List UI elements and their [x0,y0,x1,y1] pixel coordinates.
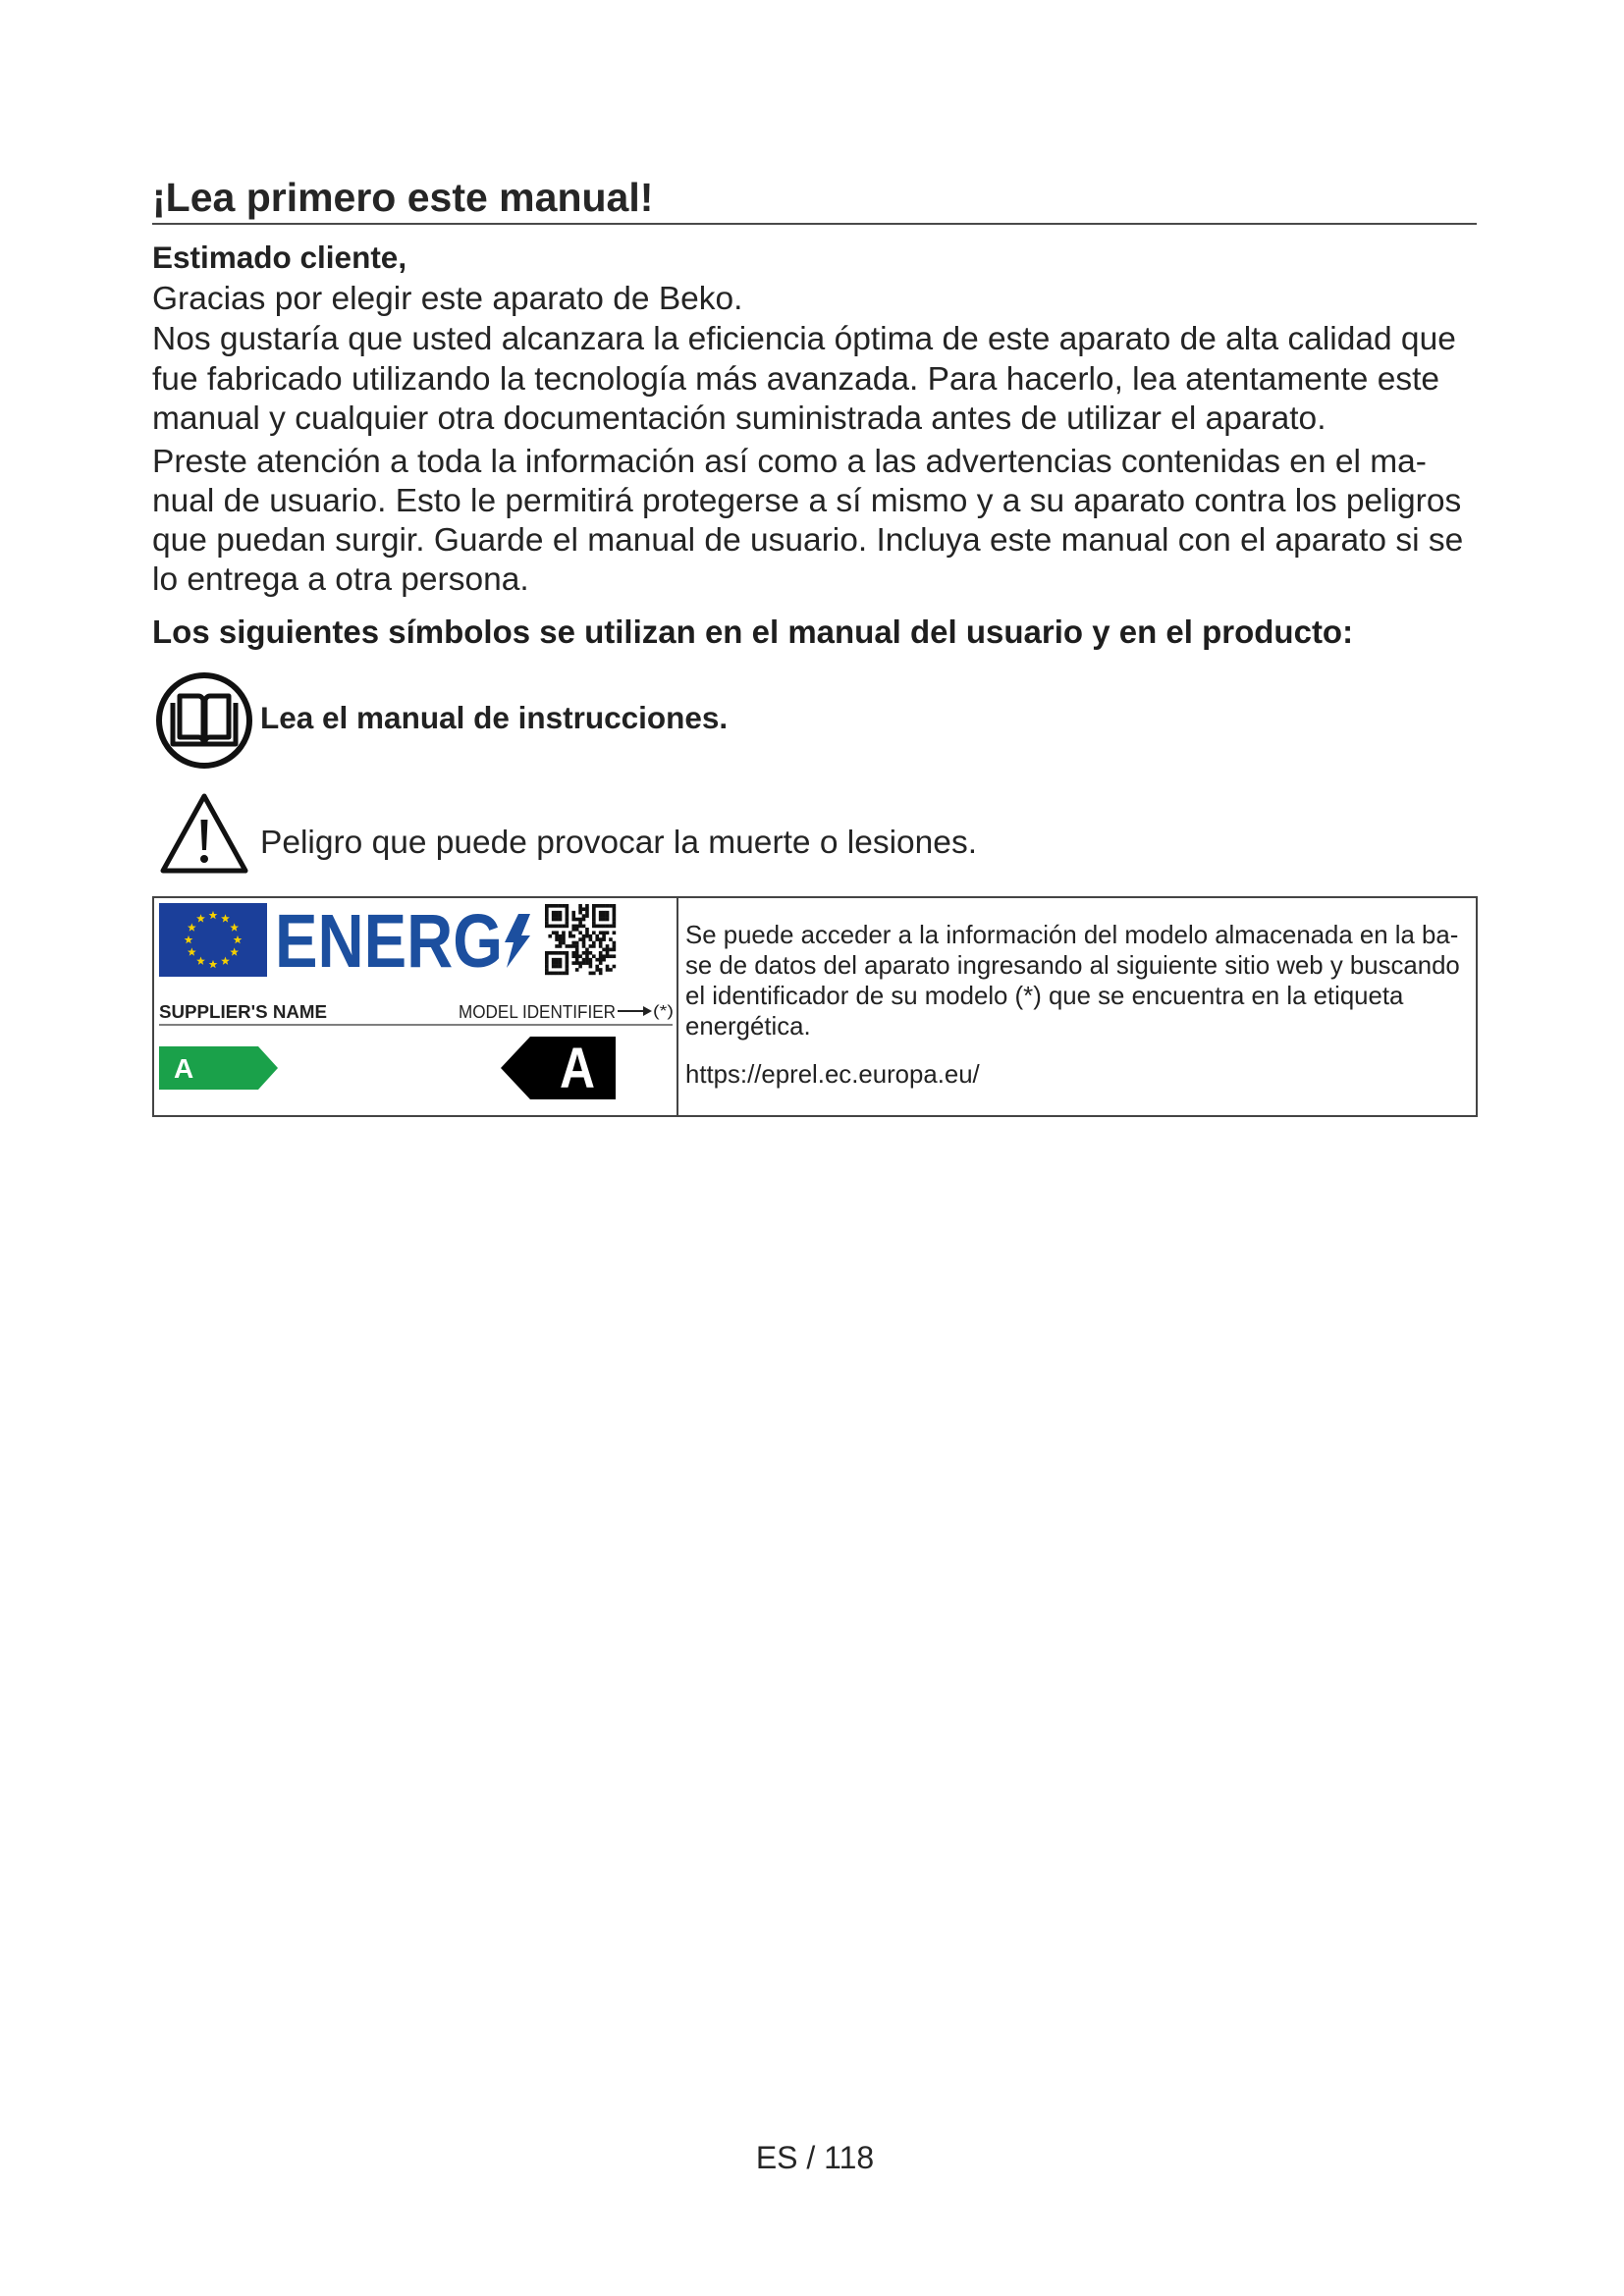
attention-line: lo entrega a otra persona. [152,561,529,598]
lightning-icon [505,914,530,968]
energy-class-marker-letter: A [560,1037,595,1100]
energy-info-line: Se puede acceder a la información del modelo almacenada en la ba- [685,922,1459,949]
page-title: ¡Lea primero este manual! [152,175,654,220]
energy-info-line: se de datos del aparato ingresando al siguiente sitio web y buscando [685,952,1460,980]
intro-paragraph [152,280,1456,440]
greeting: Estimado cliente, [152,240,407,275]
page-number: ES / 118 [755,2140,875,2175]
symbol-label-read-manual: Lea el manual de instrucciones. [260,700,729,735]
exclamation-dot [200,855,208,863]
table-column-divider [677,896,678,1117]
eprel-link[interactable]: https://eprel.ec.europa.eu/ [685,1061,980,1089]
intro-line: fue fabricado utilizando la tecnología más avanzada. Para hacerlo, lea atentamente este [152,360,1440,398]
arrow-head [643,1006,652,1016]
qr-code[interactable] [545,904,616,975]
book-icon [153,669,255,772]
energy-class-scale-letter: A [174,1053,194,1084]
arrow-right-icon [618,1006,652,1016]
book-right-page [205,696,229,741]
energy-info-text [685,921,1460,1042]
eu-flag-icon [159,903,267,977]
intro-line: manual y cualquier otra documentación suministrada antes de utilizar el aparato. [152,400,1326,438]
attention-paragraph [152,443,1463,600]
energy-logo-text: ENERG [275,899,503,984]
energy-info-line: energética. [685,1013,811,1041]
energy-label-excerpt [154,898,676,1115]
energy-class-marker [501,1037,616,1099]
energy-info-line: el identificador de su modelo (*) que se encuentra en la etiqueta [685,983,1404,1010]
supplier-name-label: SUPPLIER'S NAME [159,1001,327,1022]
attention-line: que puedan surgir. Guarde el manual de usuario. Incluya este manual con el aparato si se [152,522,1464,559]
intro-line: Gracias por elegir este aparato de Beko. [152,281,743,317]
model-identifier-label: MODEL IDENTIFIER [459,1002,616,1022]
symbols-heading: Los siguientes símbolos se utilizan en el manual del usuario y en el producto: [152,614,1354,650]
attention-line: Preste atención a toda la información así como a las advertencias contenidas en el ma- [152,444,1427,480]
model-note-marker: (*) [653,1003,674,1020]
attention-line: nual de usuario. Esto le permitirá protegerse a sí mismo y a su aparato contra los peligros [152,483,1462,519]
book-left-page [180,696,203,741]
title-divider [152,223,1477,225]
warning-icon [157,791,251,876]
symbol-label-danger: Peligro que puede provocar la muerte o lesiones. [260,825,977,861]
intro-line: Nos gustaría que usted alcanzara la eficiencia óptima de este aparato de alta calidad que [152,320,1456,357]
exclamation-bar [201,820,208,850]
